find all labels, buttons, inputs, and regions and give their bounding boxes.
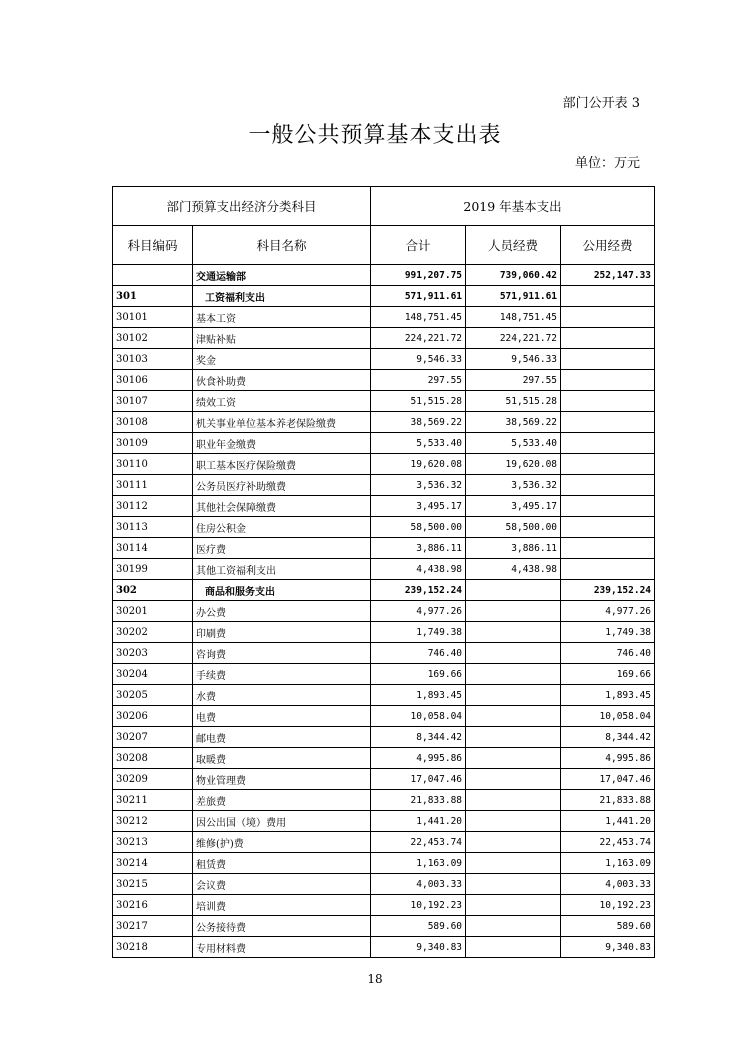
row-personnel-cell: 739,060.42 — [466, 265, 561, 286]
table-row — [113, 622, 655, 643]
table-row — [113, 265, 655, 286]
row-code-cell: 30106 — [113, 370, 193, 391]
row-personnel-cell: 3,886.11 — [466, 538, 561, 559]
table-row — [113, 748, 655, 769]
row-total-cell: 1,441.20 — [371, 811, 466, 832]
row-code-cell: 30212 — [113, 811, 193, 832]
table-row — [113, 286, 655, 307]
row-code-cell: 30101 — [113, 307, 193, 328]
row-public-cell: 10,192.23 — [561, 895, 655, 916]
row-public-cell: 1,441.20 — [561, 811, 655, 832]
row-personnel-cell: 19,620.08 — [466, 454, 561, 475]
row-name-cell: 奖金 — [193, 349, 371, 370]
table-row — [113, 412, 655, 433]
table-body — [113, 265, 655, 958]
row-total-cell: 58,500.00 — [371, 517, 466, 538]
row-name-cell: 机关事业单位基本养老保险缴费 — [193, 412, 371, 433]
row-total-cell: 3,886.11 — [371, 538, 466, 559]
row-total-cell: 4,438.98 — [371, 559, 466, 580]
row-name-cell: 工资福利支出 — [193, 286, 371, 307]
row-name-cell: 电费 — [193, 706, 371, 727]
row-name-cell: 手续费 — [193, 664, 371, 685]
table-row — [113, 727, 655, 748]
row-name-cell: 水费 — [193, 685, 371, 706]
row-public-cell — [561, 286, 655, 307]
row-code-cell: 30110 — [113, 454, 193, 475]
row-code-cell: 30113 — [113, 517, 193, 538]
row-public-cell: 4,995.86 — [561, 748, 655, 769]
row-public-cell — [561, 328, 655, 349]
row-code-cell: 301 — [113, 286, 193, 307]
row-total-cell: 148,751.45 — [371, 307, 466, 328]
row-name-cell: 专用材料费 — [193, 937, 371, 958]
row-name-cell: 公务员医疗补助缴费 — [193, 475, 371, 496]
row-name-cell: 因公出国（境）费用 — [193, 811, 371, 832]
row-total-cell: 4,003.33 — [371, 874, 466, 895]
row-total-cell: 5,533.40 — [371, 433, 466, 454]
row-personnel-cell — [466, 790, 561, 811]
row-code-cell: 30211 — [113, 790, 193, 811]
row-name-cell: 职业年金缴费 — [193, 433, 371, 454]
row-total-cell: 17,047.46 — [371, 769, 466, 790]
row-code-cell: 30111 — [113, 475, 193, 496]
row-personnel-cell — [466, 685, 561, 706]
row-personnel-cell: 51,515.28 — [466, 391, 561, 412]
table-row — [113, 874, 655, 895]
table-row — [113, 475, 655, 496]
row-personnel-cell — [466, 874, 561, 895]
row-personnel-cell: 571,911.61 — [466, 286, 561, 307]
row-total-cell: 4,995.86 — [371, 748, 466, 769]
row-personnel-cell — [466, 706, 561, 727]
row-code-cell: 30103 — [113, 349, 193, 370]
row-total-cell: 22,453.74 — [371, 832, 466, 853]
table-row — [113, 391, 655, 412]
table-row — [113, 517, 655, 538]
row-public-cell — [561, 391, 655, 412]
row-code-cell: 302 — [113, 580, 193, 601]
row-total-cell: 8,344.42 — [371, 727, 466, 748]
row-personnel-cell: 58,500.00 — [466, 517, 561, 538]
row-public-cell — [561, 307, 655, 328]
row-code-cell: 30208 — [113, 748, 193, 769]
table-row — [113, 853, 655, 874]
table-row — [113, 832, 655, 853]
row-code-cell: 30207 — [113, 727, 193, 748]
row-public-cell — [561, 559, 655, 580]
row-name-cell: 差旅费 — [193, 790, 371, 811]
column-header-public: 公用经费 — [561, 226, 655, 265]
row-personnel-cell: 148,751.45 — [466, 307, 561, 328]
row-total-cell: 991,207.75 — [371, 265, 466, 286]
row-public-cell — [561, 475, 655, 496]
row-public-cell — [561, 370, 655, 391]
table-number-label: 部门公开表 3 — [562, 96, 640, 111]
row-code-cell: 30216 — [113, 895, 193, 916]
table-row — [113, 454, 655, 475]
row-code-cell: 30202 — [113, 622, 193, 643]
table-row — [113, 790, 655, 811]
row-name-cell: 取暖费 — [193, 748, 371, 769]
table-row — [113, 643, 655, 664]
row-name-cell: 其他工资福利支出 — [193, 559, 371, 580]
row-name-cell: 维修(护)费 — [193, 832, 371, 853]
row-name-cell: 印刷费 — [193, 622, 371, 643]
row-personnel-cell — [466, 769, 561, 790]
table-row — [113, 307, 655, 328]
row-public-cell: 239,152.24 — [561, 580, 655, 601]
row-personnel-cell: 297.55 — [466, 370, 561, 391]
row-name-cell: 伙食补助费 — [193, 370, 371, 391]
table-row — [113, 916, 655, 937]
row-total-cell: 1,163.09 — [371, 853, 466, 874]
table-row — [113, 601, 655, 622]
row-name-cell: 邮电费 — [193, 727, 371, 748]
row-total-cell: 9,546.33 — [371, 349, 466, 370]
row-public-cell: 22,453.74 — [561, 832, 655, 853]
row-personnel-cell — [466, 580, 561, 601]
row-personnel-cell: 3,495.17 — [466, 496, 561, 517]
row-code-cell: 30217 — [113, 916, 193, 937]
row-public-cell: 4,003.33 — [561, 874, 655, 895]
row-personnel-cell: 4,438.98 — [466, 559, 561, 580]
row-code-cell: 30199 — [113, 559, 193, 580]
row-total-cell: 169.66 — [371, 664, 466, 685]
table-row — [113, 538, 655, 559]
table-row — [113, 895, 655, 916]
row-public-cell: 589.60 — [561, 916, 655, 937]
row-public-cell — [561, 517, 655, 538]
table-row — [113, 328, 655, 349]
row-total-cell: 51,515.28 — [371, 391, 466, 412]
row-name-cell: 绩效工资 — [193, 391, 371, 412]
row-personnel-cell — [466, 601, 561, 622]
row-personnel-cell — [466, 937, 561, 958]
row-public-cell: 4,977.26 — [561, 601, 655, 622]
row-name-cell: 公务接待费 — [193, 916, 371, 937]
row-public-cell — [561, 433, 655, 454]
row-personnel-cell — [466, 853, 561, 874]
row-personnel-cell — [466, 727, 561, 748]
row-personnel-cell — [466, 895, 561, 916]
row-total-cell: 3,536.32 — [371, 475, 466, 496]
row-personnel-cell — [466, 748, 561, 769]
row-code-cell — [113, 265, 193, 286]
row-total-cell: 1,749.38 — [371, 622, 466, 643]
row-public-cell: 9,340.83 — [561, 937, 655, 958]
row-code-cell: 30218 — [113, 937, 193, 958]
row-name-cell: 咨询费 — [193, 643, 371, 664]
row-personnel-cell: 5,533.40 — [466, 433, 561, 454]
row-name-cell: 基本工资 — [193, 307, 371, 328]
row-code-cell: 30114 — [113, 538, 193, 559]
row-personnel-cell — [466, 832, 561, 853]
row-personnel-cell: 224,221.72 — [466, 328, 561, 349]
row-code-cell: 30215 — [113, 874, 193, 895]
row-public-cell — [561, 454, 655, 475]
table-row — [113, 664, 655, 685]
table-row — [113, 937, 655, 958]
row-total-cell: 9,340.83 — [371, 937, 466, 958]
row-public-cell: 1,893.45 — [561, 685, 655, 706]
column-header-total: 合计 — [371, 226, 466, 265]
row-public-cell: 10,058.04 — [561, 706, 655, 727]
row-total-cell: 1,893.45 — [371, 685, 466, 706]
row-total-cell: 297.55 — [371, 370, 466, 391]
row-code-cell: 30203 — [113, 643, 193, 664]
row-total-cell: 239,152.24 — [371, 580, 466, 601]
row-code-cell: 30214 — [113, 853, 193, 874]
row-code-cell: 30201 — [113, 601, 193, 622]
row-total-cell: 38,569.22 — [371, 412, 466, 433]
column-header-name: 科目名称 — [193, 226, 371, 265]
unit-label: 单位：万元 — [574, 156, 640, 171]
row-personnel-cell — [466, 664, 561, 685]
table-row — [113, 769, 655, 790]
row-public-cell: 1,163.09 — [561, 853, 655, 874]
row-name-cell: 医疗费 — [193, 538, 371, 559]
budget-table — [112, 186, 655, 958]
row-name-cell: 住房公积金 — [193, 517, 371, 538]
page-title: 一般公共预算基本支出表 — [248, 123, 502, 148]
row-total-cell: 589.60 — [371, 916, 466, 937]
row-public-cell — [561, 349, 655, 370]
row-code-cell: 30102 — [113, 328, 193, 349]
row-name-cell: 其他社会保障缴费 — [193, 496, 371, 517]
row-total-cell: 19,620.08 — [371, 454, 466, 475]
row-public-cell: 169.66 — [561, 664, 655, 685]
row-total-cell: 571,911.61 — [371, 286, 466, 307]
table-row — [113, 685, 655, 706]
table-row — [113, 811, 655, 832]
row-name-cell: 职工基本医疗保险缴费 — [193, 454, 371, 475]
row-public-cell: 746.40 — [561, 643, 655, 664]
group-header: 部门预算支出经济分类科目 — [113, 187, 371, 226]
table-row — [113, 559, 655, 580]
row-name-cell: 物业管理费 — [193, 769, 371, 790]
row-personnel-cell: 9,546.33 — [466, 349, 561, 370]
row-name-cell: 会议费 — [193, 874, 371, 895]
row-code-cell: 30209 — [113, 769, 193, 790]
column-header-code: 科目编码 — [113, 226, 193, 265]
row-public-cell: 1,749.38 — [561, 622, 655, 643]
row-name-cell: 租赁费 — [193, 853, 371, 874]
row-code-cell: 30213 — [113, 832, 193, 853]
row-name-cell: 培训费 — [193, 895, 371, 916]
row-total-cell: 10,058.04 — [371, 706, 466, 727]
row-public-cell: 17,047.46 — [561, 769, 655, 790]
year-header: 2019 年基本支出 — [371, 187, 655, 226]
row-public-cell: 252,147.33 — [561, 265, 655, 286]
row-code-cell: 30109 — [113, 433, 193, 454]
row-code-cell: 30108 — [113, 412, 193, 433]
table-row — [113, 370, 655, 391]
row-public-cell — [561, 538, 655, 559]
page-number: 18 — [367, 972, 383, 986]
row-total-cell: 4,977.26 — [371, 601, 466, 622]
row-total-cell: 3,495.17 — [371, 496, 466, 517]
row-total-cell: 224,221.72 — [371, 328, 466, 349]
row-personnel-cell — [466, 811, 561, 832]
table-row — [113, 433, 655, 454]
row-name-cell: 办公费 — [193, 601, 371, 622]
row-personnel-cell — [466, 643, 561, 664]
row-total-cell: 746.40 — [371, 643, 466, 664]
row-name-cell: 商品和服务支出 — [193, 580, 371, 601]
row-name-cell: 津贴补贴 — [193, 328, 371, 349]
row-code-cell: 30107 — [113, 391, 193, 412]
row-code-cell: 30204 — [113, 664, 193, 685]
row-code-cell: 30112 — [113, 496, 193, 517]
row-name-cell: 交通运输部 — [193, 265, 371, 286]
row-personnel-cell — [466, 622, 561, 643]
row-total-cell: 21,833.88 — [371, 790, 466, 811]
row-public-cell: 8,344.42 — [561, 727, 655, 748]
row-public-cell: 21,833.88 — [561, 790, 655, 811]
row-total-cell: 10,192.23 — [371, 895, 466, 916]
row-personnel-cell — [466, 916, 561, 937]
row-code-cell: 30206 — [113, 706, 193, 727]
table-row — [113, 496, 655, 517]
row-personnel-cell: 38,569.22 — [466, 412, 561, 433]
table-row — [113, 580, 655, 601]
row-personnel-cell: 3,536.32 — [466, 475, 561, 496]
table-row — [113, 706, 655, 727]
row-public-cell — [561, 496, 655, 517]
table-row — [113, 349, 655, 370]
row-code-cell: 30205 — [113, 685, 193, 706]
row-public-cell — [561, 412, 655, 433]
column-header-personnel: 人员经费 — [466, 226, 561, 265]
